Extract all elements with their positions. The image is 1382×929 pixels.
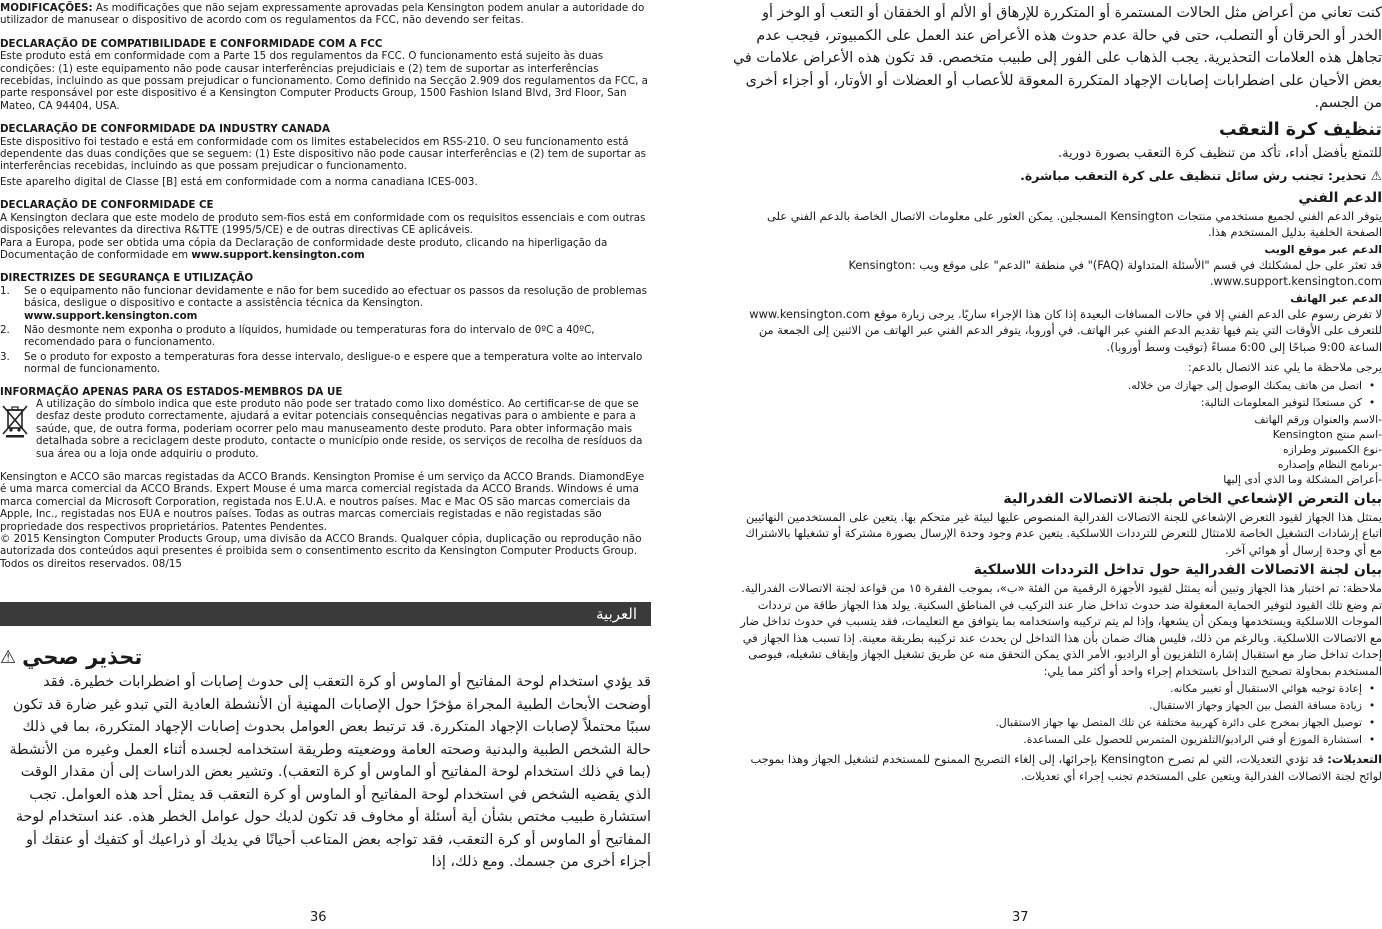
bullet-icon: • [1368, 699, 1376, 712]
fcc-radiation-text: يمتثل هذا الجهاز لقيود التعرض الإشعاعي للجنة الاتصالات الفدرالية المنصوص عليها لبيئة غير متحكم بها. يتعين على المستخدمين النهائيين اتباع إرشادات التشغيل الخاصة للامتثال للتعرض للترددات اللاسلكية. يتعين عدم وجود وحدة الإرسال بصورة مشتركة أو تشغيلها بالاشتراك مع أي وحدة إرسال أو هوائي آخر. [745, 509, 1382, 557]
fcc-bullet-text: استشارة الموزع أو فني الراديو/التلفزيون المتمرس للحصول على المساعدة. [1023, 733, 1362, 746]
fcc-interference-heading: بيان لجنة الاتصالات الفدرالية حول تداخل الترددات اللاسلكية [973, 562, 1382, 578]
warning-triangle-icon: ⚠ [0, 647, 17, 669]
safety-item-number: 1. [0, 284, 10, 297]
fcc-interference-text: ملاحظة: تم اختبار هذا الجهاز وتبين أنه يمتثل لقيود الأجهزة الرقمية من الفئة «ب»، بموجب الفقرة ١٥ من قواعد لجنة الاتصالات الفدرالية. تم وضع تلك القيود لتوفير الحماية المعقولة ضد حدوث تداخل ضار عند التركيب في المناطق السكنية. يولد هذا الجهاز طاقة من ترددات الموجات اللاسلكية ويستخدمها ويمكن أن يشعها، وإذا لم يتم تركيبه واستخدامه بما يتوافق مع التعليمات، فقد يتسبب في حدوث تداخل ضار مع الاتصالات اللاسلكية. وبالرغم من ذلك، فليس هناك ضمان بأن هذا التداخل لن يحدث عند تركيبه بطريقة معينة. إذا تسبب هذا الجهاز في إحداث تداخل ضار مع استقبال إشارة التلفزيون أو الراديو، الأمر الذي يمكن التحقق منه عن طريق تشغيل الجهاز وإيقاف تشغيله، فيوصى المستخدم بمحاولة تصحيح التداخل باستخدام إجراء واحد أو أكثر مما يلي: [740, 581, 1382, 678]
note-bullet-text: كن مستعدًا لتوفير المعلومات التالية: [1200, 395, 1362, 409]
fcc-bullet [731, 732, 1382, 747]
safety-item-text: Se o produto for exposto a temperaturas fora desse intervalo, desligue-o e espere que a temperatura volte ao intervalo normal de funcionamento. [24, 350, 643, 376]
canada-text: Este dispositivo foi testado e está em conformidade com os limites estabelecidos em RSS-210. O seu funcionamento está dependente das duas condições que se seguem: (1) Este dispositivo não pode causar interferências e (2) tem de suportar as interferências recebidas, incluindo as que possam prejudicar o funcionamento. [0, 135, 647, 173]
clean-warning [731, 166, 1382, 186]
modifications-text: As modificações que não sejam expressamente aprovadas pela Kensington podem anular a autoridade do utilizador de manusear o dispositivo de acordo com os regulamentos da FCC, não devendo ser feitas. [0, 2, 645, 27]
phone-support-text: لا تفرض رسوم على الدعم الفني إلا في حالات المسافات البعيدة إذا كان هذا الإجراء ساريًا. يرجى زيارة موقع www.kensington.com للتعرف على الأوقات التي يتم فيها تقديم الدعم الفني عبر الهاتف. في أوروبا، يتوفر الدعم الفني عبر الهاتف من الاثنين إلى الجمعة من الساعة 9:00 صباحًا إلى 6:00 مساءً (توقيت وسط أوروبا). [749, 306, 1382, 354]
ce-support-link[interactable]: www.support.kensington.com [191, 248, 365, 261]
health-warning-continued: كنت تعاني من أعراض مثل الحالات المستمرة أو المتكررة للإرهاق أو الألم أو الخفقان أو التعب أو الوخز أو الخدر أو الحرقان أو التصلب، حتى في حالة عدم حدوث هذه الأعراض عند العمل على الكمبيوتر، فيجب عدم تجاهل هذه العلامات التحذيرية. يجب الذهاب على الفور إلى طبيب متخصص. قد تكون هذه الأعراض علامات في بعض الأحيان على اضطرابات إصابات الإجهاد المتكررة المعوقة للأعصاب أو العضلات أو الأوتار، أو أجزاء أخرى من الجسم. [733, 5, 1382, 111]
safety-item [0, 351, 651, 376]
fcc-bullet [731, 681, 1382, 696]
bullet-icon: • [1368, 716, 1376, 729]
info-item: -برنامج النظام وإصداره [1277, 457, 1382, 471]
safety-heading: DIRECTRIZES DE SEGURANÇA E UTILIZAÇÃO [0, 272, 254, 285]
bullet-icon: • [1368, 395, 1376, 409]
health-warning-title: تحذير صحي [22, 645, 143, 670]
bullet-icon: • [1368, 378, 1376, 392]
modifications-label: MODIFICAÇÕES: [0, 2, 93, 14]
eu-text: A utilização do símbolo indica que este produto não pode ser tratado como lixo doméstico. Ao certificar-se de que se desfaz deste produto correctamente, ajudará a evitar potenciais consequências negativas para o ambiente e para a saúde, que, de outra forma, poderiam ocorrer pelo mau manuseamento deste produto. Para obter informação mais detalhada sobre a reciclagem deste produto, contacte o município onde reside, os serviços de recolha de resíduos da sua área ou a loja onde adquiriu o produto. [36, 397, 643, 460]
ce-text: A Kensington declara que este modelo de produto sem-fios está em conformidade com os requisitos essenciais e com outras disposições relevantes da directiva R&TTE (1995/5/CE) e de outras directivas CE aplicáveis. [0, 211, 646, 237]
fcc-text: Este produto está em conformidade com a Parte 15 dos regulamentos da FCC. O funcionamento está sujeito às duas condições: (1) este equipamento não pode causar interferências prejudiciais e (2) tem de suportar as interferências recebidas, incluindo as que possam prejudicar o funcionamento. Como definido na Secção 2.909 dos regulamentos da FCC, a parte responsável por este dispositivo é a Kensington Computer Products Group, 1500 Fashion Island Blvd, 3rd Floor, San Mateo, CA 94404, USA. [0, 50, 648, 112]
safety-item-body [24, 285, 651, 322]
page-number-right: 37 [1012, 910, 1029, 925]
info-item: -أعراض المشكلة وما الذي أدى إليها [1223, 472, 1382, 486]
ce-text-2-body: Para a Europa, pode ser obtida uma cópia da Declaração de conformidade deste produto, clicando na hiperligação da Documentação de conformidade em [0, 236, 608, 261]
modifications-paragraph [0, 2, 651, 27]
trademarks-text: Kensington e ACCO são marcas registadas da ACCO Brands. Kensington Promise é um serviço da ACCO Brands. DiamondEye é uma marca comercial da ACCO Brands. Expert Mouse é uma marca comercial registada da ACCO Brands. Windows é uma marca comercial da Microsoft Corporation, registada nos E.U.A. e noutros países. Mac e Mac OS são marcas comerciais da Apple, Inc., registadas nos EUA e noutros países. Todas as outras marcas comerciais registadas e não registadas são propriedade dos respectivos proprietários. Patentes Pendentes. [0, 471, 645, 533]
modifications-ar-text: قد تؤدي التعديلات، التي لم تصرح Kensington بإجرائها، إلى إلغاء التصريح الممنوح للمستخدم لتشغيل الجهاز وهذا بموجب لوائح لجنة الاتصالات الفدرالية ويتعين على المستخدم تجنب إجراء أي تعديلات. [750, 752, 1382, 783]
phone-support-heading: الدعم عبر الهاتف [1290, 291, 1382, 305]
info-item: -اسم منتج Kensington [1272, 427, 1382, 441]
fcc-bullet [731, 698, 1382, 713]
fcc-bullet-text: إعادة توجيه هوائي الاستقبال أو تغيير مكانه. [1170, 682, 1362, 695]
copyright-text: © 2015 Kensington Computer Products Group, uma divisão da ACCO Brands. Qualquer cópia, duplicação ou reprodução não autorizada dos conteúdos aqui presentes é proibida sem o consentimento escrito da Kensington Computer Products Group. Todos os direitos reservados. 08/15 [0, 533, 642, 570]
eu-heading: INFORMAÇÃO APENAS PARA OS ESTADOS-MEMBROS DA UE [0, 385, 343, 398]
support-note: يرجى ملاحظة ما يلي عند الاتصال بالدعم: [1187, 360, 1382, 374]
support-heading: الدعم الفني [1298, 189, 1382, 206]
note-bullet-text: اتصل من هاتف يمكنك الوصول إلى جهازك من خلاله. [1127, 378, 1362, 392]
ce-text-2 [0, 237, 651, 262]
modifications-ar-label: التعديلات: [1327, 752, 1382, 766]
bullet-icon: • [1368, 682, 1376, 695]
safety-item-text: Não desmonte nem exponha o produto a líquidos, humidade ou temperaturas fora do intervalo de 0ºC a 40ºC, recomendado para o funcionamento. [24, 323, 595, 349]
fcc-radiation-heading: بيان التعرض الإشعاعي الخاص بلجنة الاتصالات الفدرالية [1003, 490, 1382, 507]
fcc-bullet-text: زيادة مسافة الفصل بين الجهاز وجهاز الاستقبال. [1149, 699, 1362, 712]
web-support-heading: الدعم عبر موقع الويب [1264, 242, 1382, 256]
language-bar: العربية [0, 602, 651, 626]
fcc-heading: DECLARAÇÃO DE COMPATIBILIDADE E CONFORMIDADE COM A FCC [0, 37, 383, 50]
support-text: يتوفر الدعم الفني لجميع مستخدمي منتجات Kensington المسجلين. يمكن العثور على معلومات الاتصال الخاصة بالدعم الفني على الصفحة الخلفية بدليل المستخدم هذا. [767, 208, 1382, 239]
crossed-bin-icon [0, 404, 36, 442]
clean-warning-text: تحذير: تجنب رش سائل تنظيف على كرة التعقب مباشرة. [1020, 167, 1367, 183]
safety-item [0, 324, 651, 349]
safety-item-number: 3. [0, 350, 10, 363]
note-bullet [731, 395, 1382, 410]
note-bullet [731, 378, 1382, 393]
bullet-icon: • [1368, 733, 1376, 746]
modifications-ar [731, 751, 1382, 784]
page-37 [691, 0, 1382, 929]
eu-section [0, 398, 651, 463]
safety-item [0, 285, 651, 322]
health-warning-heading [0, 644, 651, 671]
fcc-bullet [731, 715, 1382, 730]
info-item: -الاسم والعنوان ورقم الهاتف [1254, 412, 1382, 426]
warning-triangle-icon: ⚠ [1366, 167, 1382, 183]
info-item: -نوع الكمبيوتر وطرازه [1283, 442, 1382, 456]
canada-heading: DECLARAÇÃO DE CONFORMIDADE DA INDUSTRY CANADA [0, 123, 330, 136]
safety-support-link[interactable]: www.support.kensington.com [24, 309, 198, 322]
clean-text: للتمتع بأفضل أداء، تأكد من تنظيف كرة التعقب بصورة دورية. [1057, 145, 1382, 161]
safety-item-text: Se o equipamento não funcionar devidamente e não for bem sucedido ao efectuar os passos da resolução de problemas básica, desligue o dispositivo e contacte a assistência técnica da Kensington. [24, 284, 647, 310]
web-support-text: قد تعثر على حل لمشكلتك في قسم "الأسئلة المتداولة (FAQ)" في منطقة "الدعم" على موقع ويب Kensington: www.support.kensington.com. [848, 257, 1382, 288]
health-warning-text: قد يؤدي استخدام لوحة المفاتيح أو الماوس أو كرة التعقب إلى حدوث إصابات أو اضطرابات خطيرة. فقد أوضحت الأبحاث الطبية المجراة مؤخرًا حول الإصابات المهنية أن الأنشطة العادية التي تبدو غير ضارة قد تكون سببًا محتملاً لإصابات الإجهاد المتكررة. قد ترتبط بعض العوامل بحدوث إصابات الإجهاد المتكررة، بما في ذلك حالة الشخص الطبية والبدنية وصحته العامة ووضعيته وطريقة استخدامه لجسده أثناء العمل وغيره من الأنشطة (بما في ذلك استخدام لوحة المفاتيح أو الماوس أو كرة التعقب). وتشير بعض الدراسات إلى أن مقدار الوقت الذي يقضيه الشخص في استخدام لوحة المفاتيح أو الماوس أو كرة التعقب قد يمثل أحد هذه العوامل. تجب استشارة طبيب مختص بشأن أية أسئلة أو مخاوف قد تكون لديك حول عوامل الخطر هذه. عند استخدام لوحة المفاتيح أو الماوس أو كرة التعقب، فقد تواجه بعض المتاعب أحيانًا في يديك أو ذراعيك أو كتفيك أو عنقك أو أجزاء أخرى من جسمك. ومع ذلك، إذا [9, 674, 651, 871]
fcc-bullet-text: توصيل الجهاز بمخرج على دائرة كهربية مختلفة عن تلك المتصل بها جهاز الاستقبال. [995, 716, 1362, 729]
canada-text-2: Este aparelho digital de Classe [B] está em conformidade com a norma canadiana ICES-003. [0, 175, 478, 188]
clean-heading: تنظيف كرة التعقب [1218, 119, 1382, 140]
page-number-left: 36 [310, 910, 327, 925]
safety-item-number: 2. [0, 323, 10, 336]
ce-heading: DECLARAÇÃO DE CONFORMIDADE CE [0, 199, 214, 212]
